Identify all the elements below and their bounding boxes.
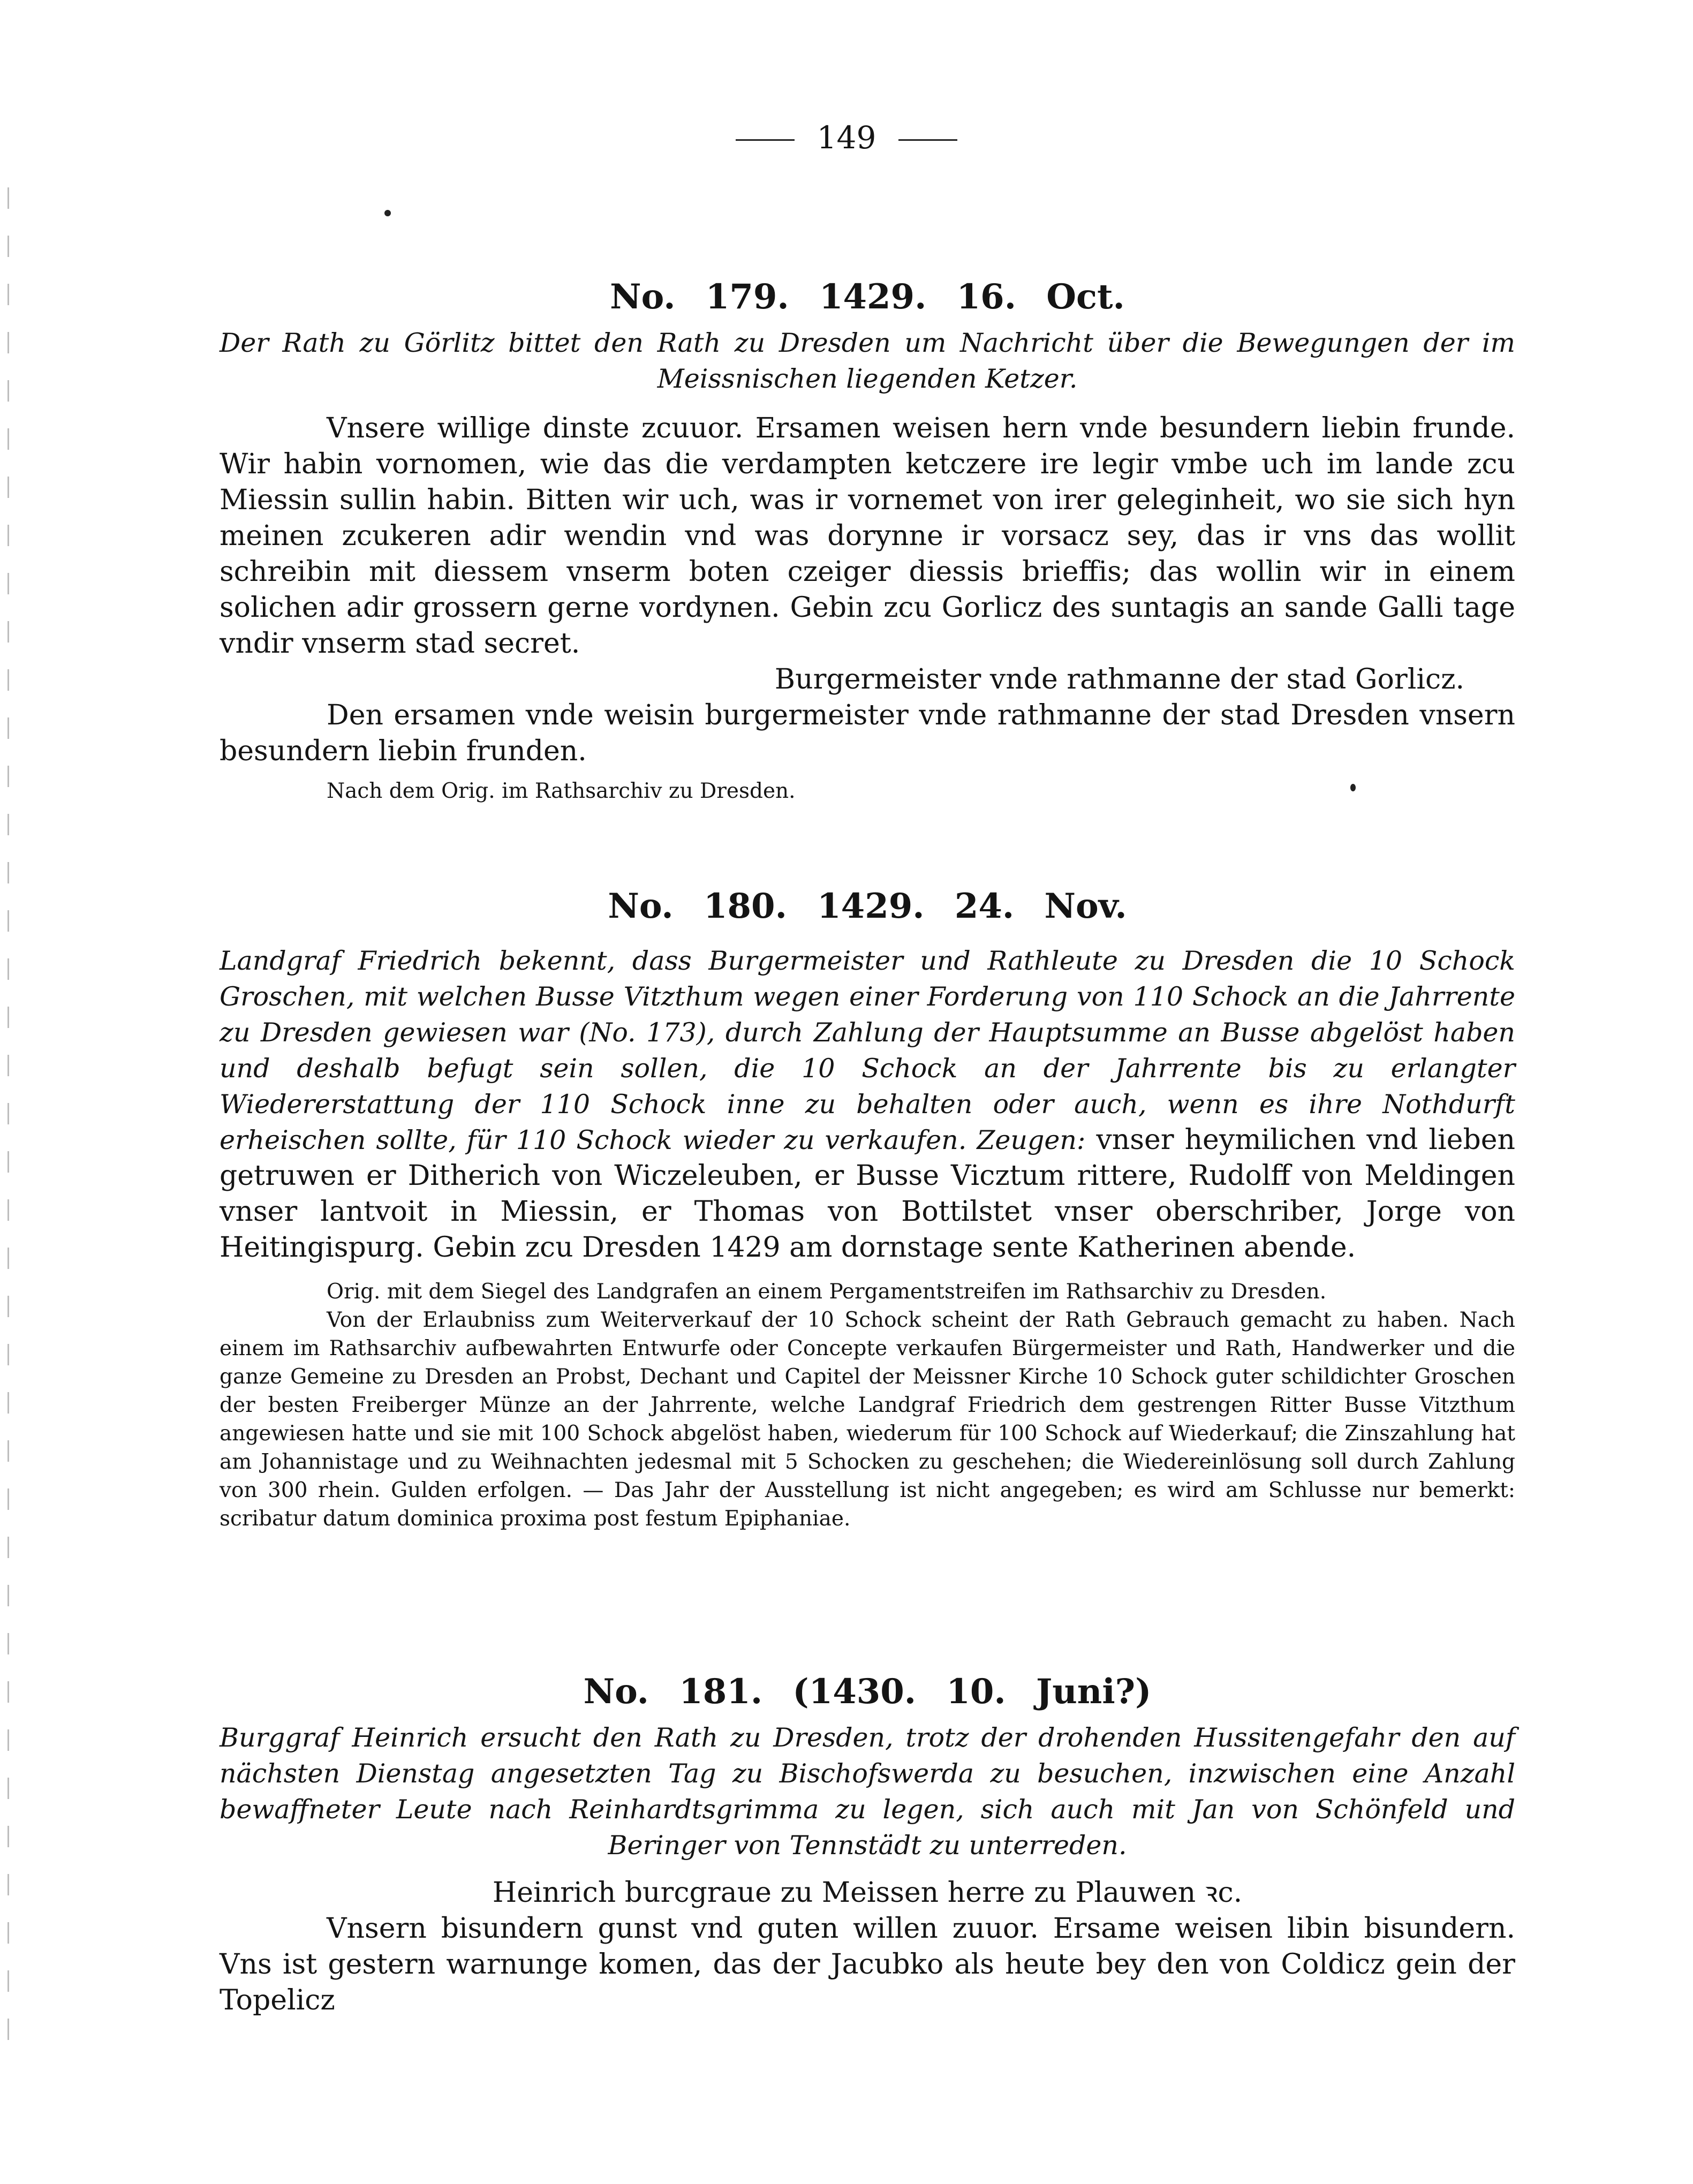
document-179 [220, 276, 1515, 805]
document-text: vnser heymilichen vnd lieben getruwen er Ditherich von Wiczeleuben, er Busse Vicztum rittere, Rudolff von Meldingen vnser lantvoit in Miessin, er Thomas von Bottilstet vnser oberschriber, Jorge von Heitingispurg. Gebin zcu Dresden 1429 am dornstage sente Katherinen abende. [220, 1124, 1516, 1264]
page-number: 149 [817, 119, 876, 156]
header-dash-left [736, 139, 795, 141]
document-181 [220, 1671, 1515, 2019]
document-summary-and-text [220, 943, 1515, 1266]
source-note: Orig. mit dem Siegel des Landgrafen an einem Pergamentstreifen im Rathsarchiv zu Dresden. [327, 1280, 1327, 1304]
header-dash-right [898, 139, 957, 141]
scan-gutter-marks [7, 187, 9, 2061]
document-180 [220, 885, 1515, 1533]
document-intitulatio: Heinrich burcgraue zu Meissen herre zu Plauwen ꝛc. [492, 1877, 1243, 1909]
document-summary: Der Rath zu Görlitz bittet den Rath zu Dresden um Nachricht über die Bewegungen der im Meissnischen liegenden Ketzer. [220, 328, 1515, 394]
document-heading: No. 180. 1429. 24. Nov. [608, 886, 1127, 926]
ink-speck [384, 210, 391, 216]
document-signature: Burgermeister vnde rathmanne der stad Gorlicz. [774, 663, 1464, 696]
document-heading: No. 181. (1430. 10. Juni?) [583, 1672, 1152, 1712]
editorial-note: Von der Erlaubniss zum Weiterverkauf der 10 Schock scheint der Rath Gebrauch gemacht zu haben. Nach einem im Rathsarchiv aufbewahrten Entwurfe oder Concepte verkaufen Bürgermeister und Rath, Handwerker und die ganze Gemeine zu Dresden an Probst, Dechant und Capitel der Meissner Kirche 10 Schock guter schildichter Groschen der besten Freiberger Münze an der Jahrrente, welche Landgraf Friedrich dem gestrengen Ritter Busse Vitzthum angewiesen hatte und sie mit 100 Schock abgelöst haben, wiederum für 100 Schock auf Wiederkauf; die Zinszahlung hat am Johannistage und zu Weihnachten jedesmal mit 5 Schocken zu geschehen; die Wiedereinlösung soll durch Zahlung von 300 rhein. Gulden erfolgen. — Das Jahr der Ausstellung ist nicht angegeben; es wird am Schlusse nur bemerkt: scribatur datum dominica proxima post festum Epiphaniae. [220, 1308, 1515, 1531]
document-address: Den ersamen vnde weisin burgermeister vnde rathmanne der stad Dresden vnsern besundern liebin frunden. [220, 699, 1515, 767]
document-summary: Burggraf Heinrich ersucht den Rath zu Dresden, trotz der drohenden Hussitengefahr den auf nächsten Dienstag angesetzten Tag zu Bischofswerda zu besuchen, inzwischen eine Anzahl bewaffneter Leute nach Reinhardtsgrimma zu legen, sich auch mit Jan von Schönfeld und Beringer von Tennstädt zu unterreden. [220, 1722, 1515, 1861]
source-note: Nach dem Orig. im Rathsarchiv zu Dresden. [327, 779, 796, 803]
document-text: Vnsern bisundern gunst vnd guten willen zuuor. Ersame weisen libin bisundern. Vns ist gestern warnunge komen, das der Jacubko als heute bey den von Coldicz gein der Topelicz [220, 1913, 1515, 2016]
document-summary: Landgraf Friedrich bekennt, dass Burgermeister und Rathleute zu Dresden die 10 Schock Groschen, mit welchen Busse Vitzthum wegen einer Forderung von 110 Schock an die Jahrrente zu Dresden gewiesen war (No. 173), durch Zahlung der Hauptsumme an Busse abgelöst haben und deshalb befugt sein sollen, die 10 Schock an der Jahrrente bis zu erlangter Wiedererstattung der 110 Schock inne zu behalten oder auch, wenn es ihre Nothdurft erheischen sollte, für 110 Schock wieder zu verkaufen. Zeugen: [220, 946, 1515, 1155]
document-text: Vnsere willige dinste zcuuor. Ersamen weisen hern vnde besundern liebin frunde. Wir habin vornomen, wie das die verdampten ketczere ire legir vmbe uch im lande zcu Miessin sullin habin. Bitten wir uch, was ir vornemet von irer geleginheit, wo sie sich hyn meinen zcukeren adir wendin vnd was dorynne ir vorsacz sey, das ir vns das wollit schreibin mit diessem vnserm boten czeiger diessis brieffis; das wollin wir in einem solichen adir grossern gerne vordynen. Gebin zcu Gorlicz des suntagis an sande Galli tage vndir vnserm stad secret. [220, 412, 1515, 660]
document-heading: No. 179. 1429. 16. Oct. [610, 277, 1125, 317]
page-header [0, 119, 1693, 156]
